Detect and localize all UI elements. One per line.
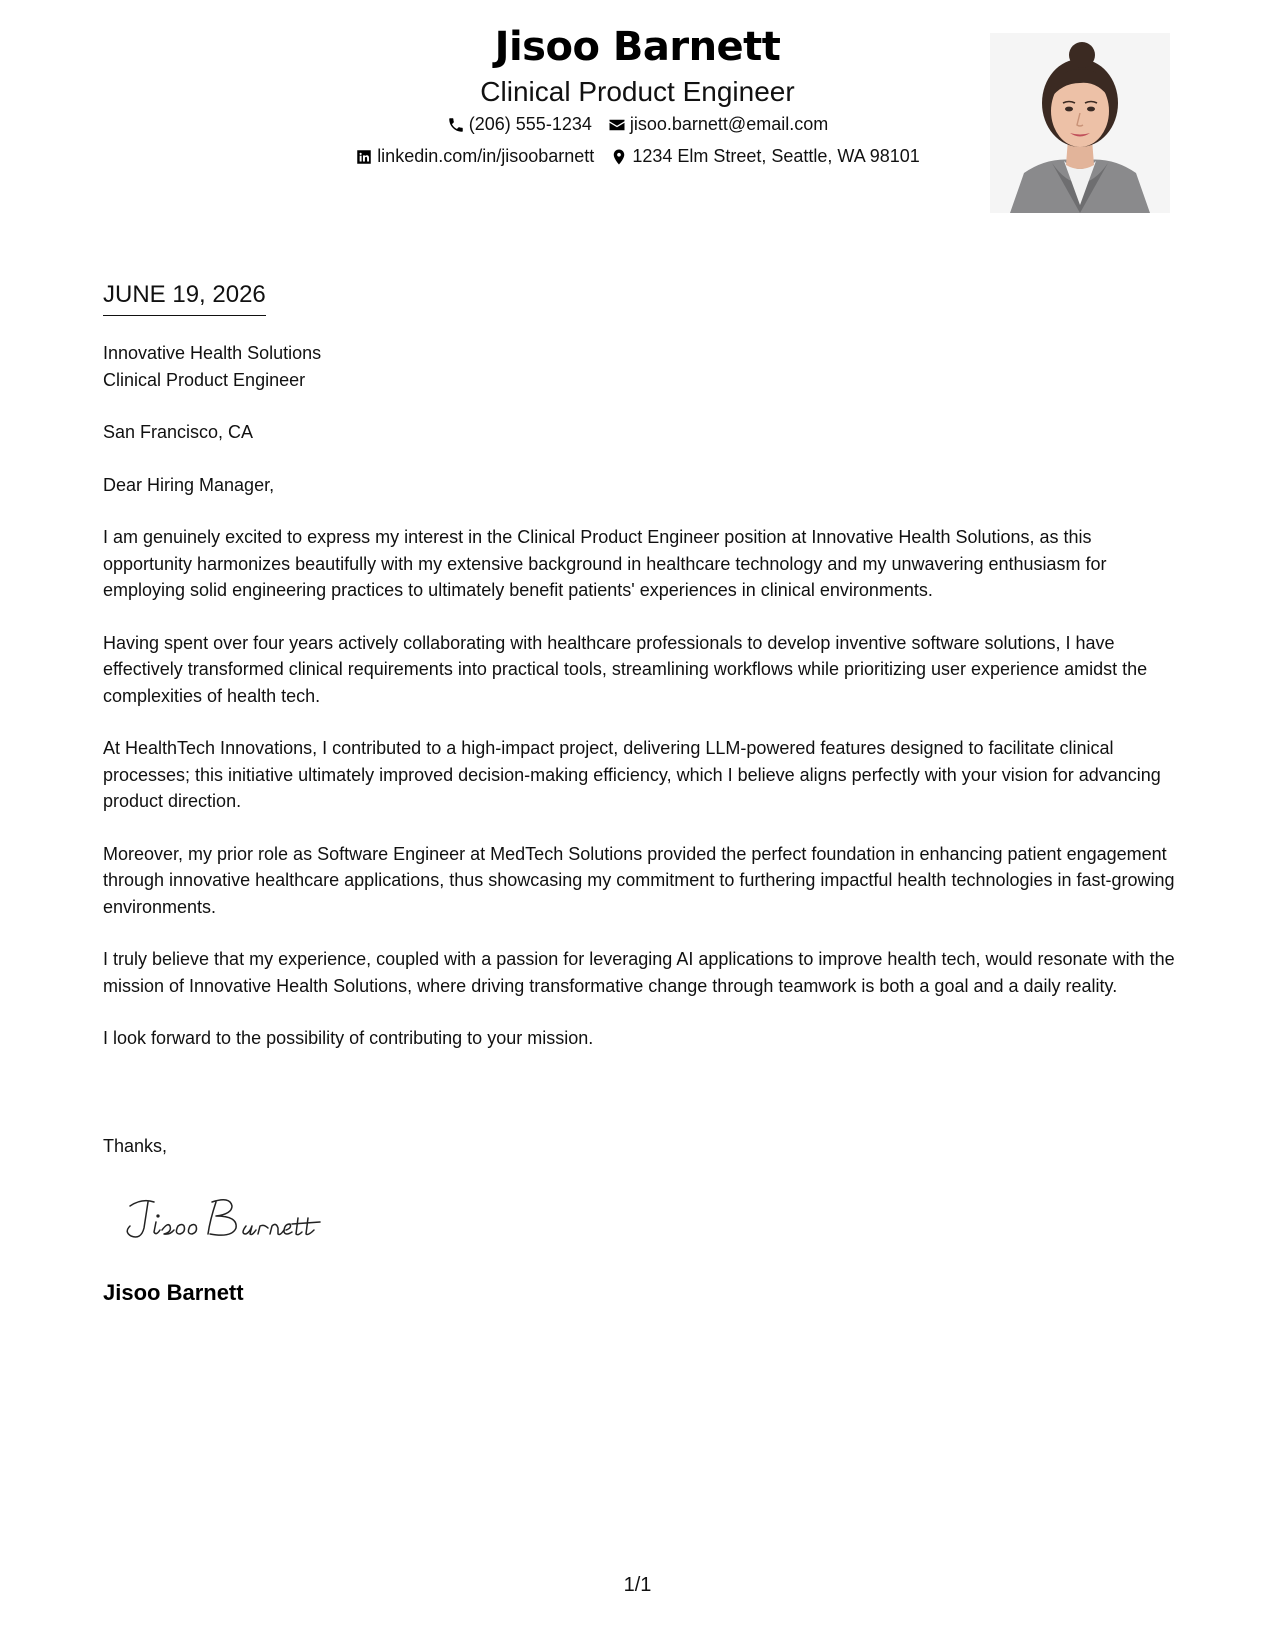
paragraph-3: At HealthTech Innovations, I contributed to a high-impact project, delivering LLM-powered features designed to facilitate clinical processes; this initiative ultimately improved decision-making efficiency, which I believe aligns perfectly with your vision for advancing product direction. <box>103 738 1161 811</box>
recipient-location: San Francisco, CA <box>103 422 254 442</box>
letter-date: JUNE 19, 2026 <box>103 281 266 316</box>
street-address: 1234 Elm Street, Seattle, WA 98101 <box>632 146 920 166</box>
recipient-position: Clinical Product Engineer <box>103 369 306 390</box>
paragraph-2: Having spent over four years actively collaborating with healthcare professionals to develop inventive software solutions, I have effectively transformed clinical requirements into practical tools, streamlining workflows while prioritizing user experience amidst the complexities of health tech. <box>103 632 1148 706</box>
headshot-image <box>990 33 1170 213</box>
linkedin-url[interactable]: linkedin.com/in/jisoobarnett <box>377 146 595 166</box>
phone-number: (206) 555-1234 <box>468 114 592 134</box>
paragraph-5: I truly believe that my experience, coupled with a passion for leveraging AI applications to improve health tech, would resonate with the mission of Innovative Health Solutions, where driving transformative change through teamwork is both a goal and a daily reality. <box>103 949 1175 996</box>
handwritten-signature <box>120 1188 350 1248</box>
map-pin-icon <box>610 148 628 166</box>
contact-email[interactable] <box>608 114 828 135</box>
salutation: Dear Hiring Manager, <box>103 474 275 495</box>
closing: Thanks, <box>103 1136 168 1156</box>
applicant-name: Jisoo Barnett <box>494 24 781 70</box>
contact-address <box>610 146 920 167</box>
contact-linkedin[interactable] <box>355 146 594 167</box>
recipient-company: Innovative Health Solutions <box>103 343 322 363</box>
contact-phone <box>447 114 592 135</box>
page-indicator: 1/1 <box>623 1574 652 1596</box>
paragraph-1: I am genuinely excited to express my interest in the Clinical Product Engineer position at Innovative Health Solutions, as this opportunity harmonizes beautifully with my extensive background in healthcare technology and my unwavering enthusiasm for employing solid engineering practices to ultimately benefit patients' experiences in clinical environments. <box>103 527 1107 600</box>
email-address[interactable]: jisoo.barnett@email.com <box>629 114 829 134</box>
applicant-role: Clinical Product Engineer <box>480 76 795 107</box>
signer-name: Jisoo Barnett <box>103 1280 244 1305</box>
paragraph-6: I look forward to the possibility of contributing to your mission. <box>103 1028 594 1048</box>
phone-icon <box>447 116 465 134</box>
paragraph-4: Moreover, my prior role as Software Engineer at MedTech Solutions provided the perfect foundation in enhancing patient engagement through innovative healthcare applications, thus showcasing my commitment to furthering impactful health technologies in fast-growing environments. <box>103 843 1175 917</box>
linkedin-icon <box>355 148 373 166</box>
profile-photo <box>990 33 1170 213</box>
letter-body <box>103 340 1175 1078</box>
envelope-icon <box>608 116 626 134</box>
